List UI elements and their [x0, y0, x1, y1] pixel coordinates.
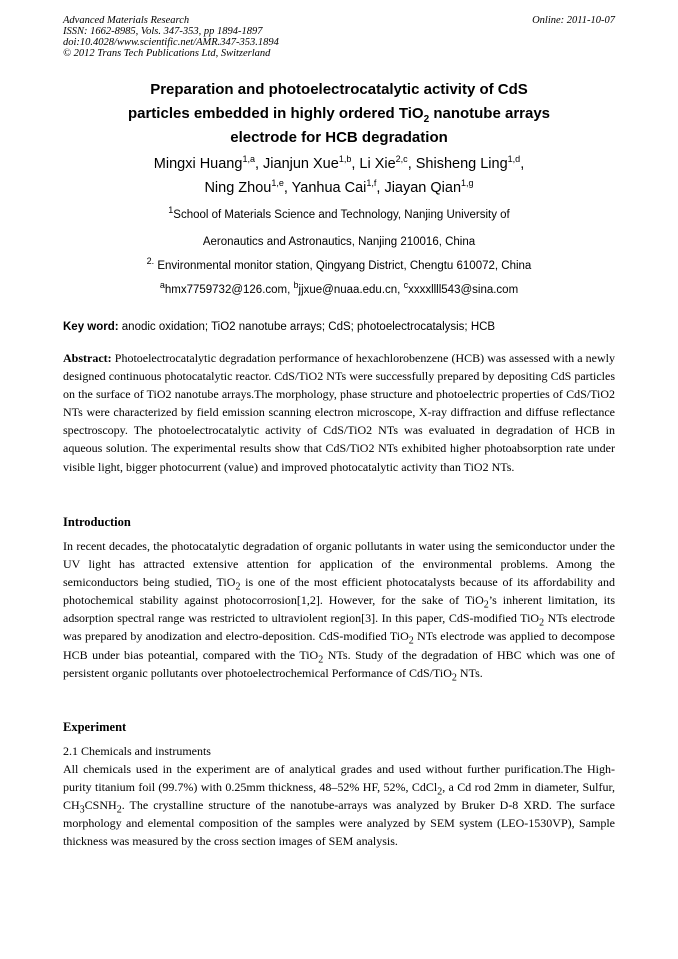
experiment-subheading: 2.1 Chemicals and instruments — [63, 744, 211, 758]
online-date: Online: 2011-10-07 — [532, 15, 615, 26]
title-line-3: electrode for HCB degradation — [230, 129, 448, 146]
author-affil-mark: 2,c — [395, 154, 408, 165]
keywords-label: Key word: — [63, 321, 119, 333]
author-list — [63, 152, 615, 200]
author-name: Li Xie — [359, 156, 396, 172]
author-name: Mingxi Huang — [153, 156, 243, 172]
author-name: Jianjun Xue — [263, 156, 339, 172]
subscript: 3 — [79, 804, 85, 816]
email-address: jjxue@nuaa.edu.cn, — [298, 284, 404, 296]
author-affil-mark: 1,a — [242, 154, 255, 165]
email-mark: a — [159, 280, 165, 291]
experiment-body — [63, 760, 615, 850]
body-text: CSNH — [84, 798, 117, 813]
title-subscript: 2 — [423, 114, 430, 125]
author-emails — [63, 280, 615, 297]
title-line-1: Preparation and photoelectrocatalytic activity of CdS — [150, 81, 528, 98]
body-text: All chemicals used in the experiment are of analytical grades and used without further purification.The High-purity titanium foil (99.7%) with 0.25mm thickness, 48–52% HF, 52%, CdCl — [63, 762, 615, 795]
keywords — [63, 320, 615, 334]
author-name: Shisheng Ling — [415, 156, 508, 172]
abstract-label: Abstract: — [63, 351, 112, 365]
affiliation-1-line-1 — [63, 205, 615, 222]
body-text: is one of the most efficient photocatalysts because of its affordability and photochemical stability against photocorrosion[1,2]. However, for the sake of TiO — [63, 575, 615, 608]
author-separator: , — [520, 156, 525, 172]
email-mark: b — [293, 280, 299, 291]
subscript: 2 — [451, 672, 457, 684]
introduction-heading: Introduction — [63, 515, 131, 529]
body-text: NTs. Study of the degradation of HBC which was one of persistent organic pollutants over photoelectrochemical Performance of CdS/TiO — [63, 647, 615, 680]
introduction-body — [63, 537, 615, 682]
body-text: NTs. — [456, 665, 483, 680]
abstract-text: Photoelectrocatalytic degradation performance of hexachlorobenzene (HCB) was assessed with a newly designed continuous photocatalytic reactor. CdS/TiO2 NTs were successfully prepared by depositing CdS particles on the surface of TiO2 nanotube arrays.The morphology, phase structure and photoelectric properties of CdS/TiO2 NTs were characterized by field emission scanning electron microscope, X-ray diffraction and diffuse reflectance spectroscopy. The photoelectrocatalytic activity of CdS/TiO2 NTs was evaluated in degradation of HCB in aqueous solution. The experimental results show that CdS/TiO2 NTs exhibited higher photoabsorption rate under visible light, bigger photocurrent (value) and improved photocatalytic activity than TiO2 NTs. — [63, 351, 615, 474]
experiment-heading: Experiment — [63, 720, 127, 734]
affiliation-mark: 2. — [146, 256, 155, 267]
journal-name: Advanced Materials Research — [63, 15, 190, 26]
subscript: 2 — [539, 617, 545, 629]
author-separator: , — [407, 156, 416, 172]
author-separator: , — [376, 180, 385, 196]
affiliation-2 — [63, 256, 615, 273]
author-affil-mark: 1,f — [366, 178, 377, 189]
abstract — [63, 349, 615, 476]
author-affil-mark: 1,d — [507, 154, 521, 165]
title-text: particles embedded in highly ordered TiO — [127, 105, 424, 122]
author-line-1 — [63, 152, 615, 176]
author-name: Yanhua Cai — [291, 180, 367, 196]
paper-title — [63, 78, 615, 150]
author-affil-mark: 1,b — [338, 154, 352, 165]
body-text: NTs electrode was prepared by anodization and electro-deposition. CdS-modified TiO — [63, 611, 616, 644]
body-text: ’s inherent limitation, its adsorption spectral range was restricted to ultraviolent region[3]. In this paper, CdS-modified TiO — [63, 593, 615, 626]
subscript: 2 — [235, 581, 241, 593]
author-name: Jiayan Qian — [384, 180, 462, 196]
title-line-2 — [63, 102, 615, 126]
doi-line: doi:10.4028/www.scientific.net/AMR.347-353.1894 — [63, 37, 279, 48]
author-separator: , — [351, 156, 360, 172]
author-affil-mark: 1,g — [461, 178, 474, 189]
journal-header — [63, 15, 483, 59]
subscript: 2 — [483, 599, 489, 611]
body-text: In recent decades, the photocatalytic degradation of organic pollutants in water using the semiconductor under the UV light has attracted extensive attention for application of the environmental problems. Among the semiconductors being studied, TiO — [63, 539, 615, 590]
affiliation-text: School of Materials Science and Technology, Nanjing University of — [173, 209, 510, 221]
affiliation-1-line-2: Aeronautics and Astronautics, Nanjing 210016, China — [202, 236, 476, 248]
email-address: xxxxllll543@sina.com — [408, 284, 519, 296]
body-text: . The crystalline structure of the nanotube-arrays was analyzed by Bruker D-8 XRD. The surface morphology and elemental composition of the samples were analyzed by SEM system (LEO-1530VP), Sample thickness was measured by the cross section images of SEM analysis. — [63, 798, 615, 849]
body-text: NTs electrode was applied to decompose HCB under bias poteantial, compared with the TiO — [63, 629, 615, 662]
affiliation-mark: 1 — [168, 205, 174, 216]
keywords-text: anodic oxidation; TiO2 nanotube arrays; CdS; photoelectrocatalysis; HCB — [118, 321, 496, 333]
author-name: Ning Zhou — [204, 180, 272, 196]
title-text: nanotube arrays — [429, 105, 551, 122]
author-affil-mark: 1,e — [271, 178, 284, 189]
subscript: 2 — [437, 786, 443, 798]
email-address: hmx7759732@126.com, — [164, 284, 294, 296]
body-text: , a Cd rod 2mm in diameter, Sulfur, CH — [63, 780, 616, 813]
affiliation-text: Environmental monitor station, Qingyang District, Chengtu 610072, China — [154, 260, 532, 272]
copyright-line: © 2012 Trans Tech Publications Ltd, Switzerland — [63, 48, 271, 59]
subscript: 2 — [408, 635, 414, 647]
issn-line: ISSN: 1662-8985, Vols. 347-353, pp 1894-1897 — [63, 26, 263, 37]
subscript: 2 — [116, 804, 122, 816]
subscript: 2 — [318, 653, 324, 665]
author-separator: , — [254, 156, 264, 172]
author-separator: , — [283, 180, 292, 196]
email-mark: c — [403, 280, 409, 291]
author-line-2 — [63, 176, 615, 200]
